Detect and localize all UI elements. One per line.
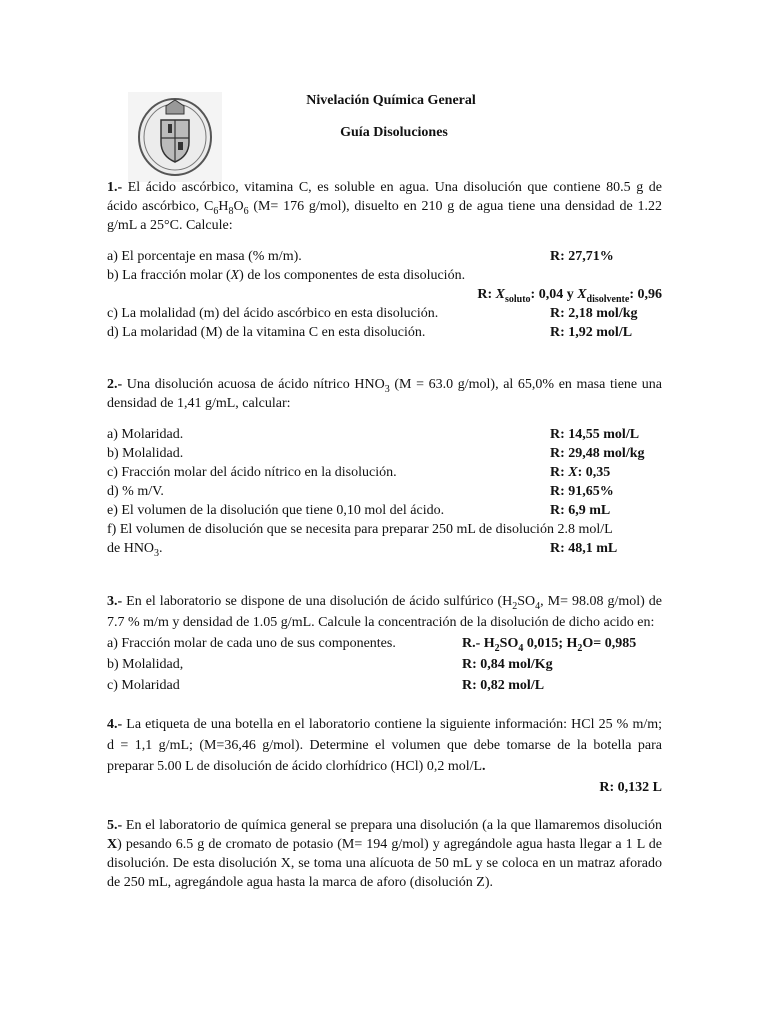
document-subtitle: Guía Disoluciones (340, 125, 448, 140)
answer-2e: R: 6,9 mL (550, 503, 611, 518)
question-1c: c) La molalidad (m) del ácido ascórbico en esta disolución. R: 2,18 mol/kg (107, 304, 662, 323)
answer-3c: R: 0,82 mol/L (462, 678, 545, 693)
question-2a: a) Molaridad. R: 14,55 mol/L (107, 425, 662, 444)
question-3-statement: 3.- En el laboratorio se dispone de una disolución de ácido sulfúrico ($H_2SO_4$, M= 98.08 g/mol) de 7.7 % m/m y densidad de 1.05 g/mL. Calcule la concentración de la disolución de dicho acido en: (107, 594, 663, 630)
question-5-number: 5.- (107, 818, 123, 833)
answer-2b: R: 29,48 mol/kg (550, 446, 645, 461)
question-2e: e) El volumen de la disolución que tiene 0,10 mol del ácido. R: 6,9 mL (107, 501, 662, 520)
answer-3a: R.- $H_2SO_4$ 0,015; $H_2O= 0,985$ (462, 636, 637, 654)
document-title: Nivelación Química General (306, 93, 476, 108)
question-3c: c) Molaridad R: 0,82 mol/L (107, 675, 662, 696)
answer-2f: R: 48,1 mL (550, 541, 618, 556)
question-2f: f) El volumen de disolución que se necesita para preparar 250 mL de disolución 2.8 mol/L (107, 522, 613, 537)
answer-3b: R: 0,84 mol/Kg (462, 657, 553, 672)
question-1-number: 1.- (107, 180, 123, 195)
question-2-statement: 2.- Una disolución acuosa de ácido nítrico $HNO_3$ (M = 63.0 g/mol), al 65,0% en masa tiene una densidad de 1,41 g/mL, calcular: (107, 377, 662, 411)
answer-1b: R: $X_{soluto}$: 0,04 y $X_{disolvente}$: 0,96 (477, 287, 662, 305)
question-4-number: 4.- (107, 717, 123, 732)
question-4-statement: 4.- La etiqueta de una botella en el laboratorio contiene la siguiente información: HCl 25 % m/m; d = 1,1 g/mL; (M=36,46 g/mol). Determine el volumen que debe tomarse de la botella para preparar 5.00 L de disolución de ácido clorhídrico (HCl) 0,2 mol/L. (107, 717, 662, 774)
question-2-number: 2.- (107, 377, 123, 392)
answer-1a: R: 27,71% (550, 249, 614, 264)
question-2d: d) % m/V. R: 91,65% (107, 482, 662, 501)
question-1d: d) La molaridad (M) de la vitamina C en esta disolución. R: 1,92 mol/L (107, 323, 662, 342)
answer-2c: R: X: 0,35 (550, 465, 611, 480)
question-3a: a) Fracción molar de cada uno de sus componentes. R.- $H_2SO_4$ 0,015; $H_2O= 0,985$ (107, 633, 662, 654)
document-body (107, 178, 662, 892)
answer-2a: R: 14,55 mol/L (550, 427, 640, 442)
question-2c: c) Fracción molar del ácido nítrico en la disolución. R: X: 0,35 (107, 463, 662, 482)
question-1-statement: 1.- El ácido ascórbico, vitamina C, es soluble en agua. Una disolución que contiene 80.5 g de ácido ascórbico, $C_6H_8O_6$ (M= 176 g/mol), disuelto en 210 g de agua tiene una densidad de 1.22 g/mL a 25°C. Calcule: (107, 180, 662, 233)
answer-1c: R: 2,18 mol/kg (550, 306, 638, 321)
question-2f-cont: de $HNO_3$. R: 48,1 mL (107, 539, 662, 558)
answer-4: R: 0,132 L (599, 780, 662, 795)
answer-2d: R: 91,65% (550, 484, 614, 499)
answer-1d: R: 1,92 mol/L (550, 325, 633, 340)
question-1a: a) El porcentaje en masa (% m/m). R: 27,71% (107, 247, 662, 266)
question-5-statement: 5.- En el laboratorio de química general se prepara una disolución (a la que llamaremos disolución X) pesando 6.5 g de cromato de potasio (M= 194 g/mol) y agregándole agua hasta llegar a 1 L de disolución. De esta disolución X, se toma una alícuota de 50 mL y se coloca en un matraz aforado de 250 mL, agregándole agua hasta la marca de aforo (disolución Z). (107, 818, 662, 890)
question-3b: b) Molalidad, R: 0,84 mol/Kg (107, 654, 662, 675)
question-1b: b) La fracción molar (X) de los componentes de esta disolución. (107, 268, 466, 283)
question-3-number: 3.- (107, 594, 123, 609)
question-2b: b) Molalidad. R: 29,48 mol/kg (107, 444, 662, 463)
